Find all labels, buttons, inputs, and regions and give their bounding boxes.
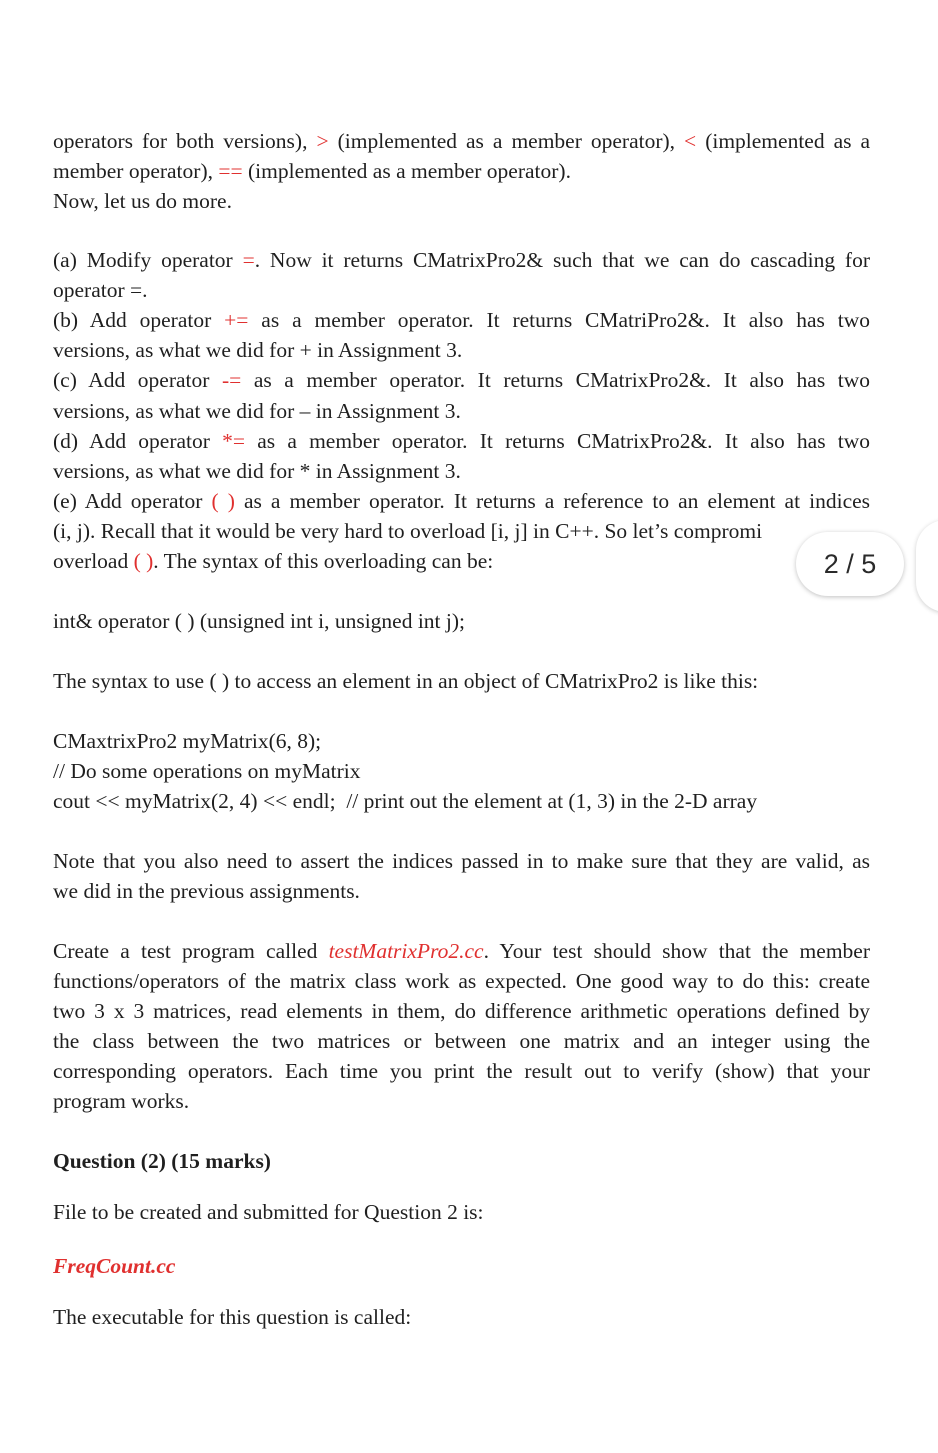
text-line: functions/operators of the matrix class work as expected. One good way to do this: create (53, 969, 870, 993)
text-line: overload ( ). The syntax of this overloading can be: (53, 549, 494, 573)
text-line: versions, as what we did for * in Assignment 3. (53, 459, 461, 483)
operator-call-2: ( ) (133, 549, 154, 573)
item-d-line: (d) Add operator *= as a member operator. It returns CMatrixPro2&. It also has two (53, 429, 871, 453)
code-line: CMaxtrixPro2 myMatrix(6, 8); (53, 729, 322, 753)
text-line: we did in the previous assignments. (53, 879, 360, 903)
text-line: operators for both versions), > (implemented as a member operator), < (implemented as a (53, 129, 871, 153)
operator-call: ( ) (211, 489, 235, 513)
item-c-line: (c) Add operator -= as a member operator. It returns CMatrixPro2&. It also has two (53, 368, 871, 392)
code-line: // Do some operations on myMatrix (53, 759, 361, 783)
test-file-name: testMatrixPro2.cc (328, 939, 484, 963)
text-line: operator =. (53, 278, 148, 302)
text-line: The executable for this question is called: (53, 1305, 412, 1329)
operator-signature: int& operator ( ) (unsigned int i, unsigned int j); (53, 609, 466, 633)
question-2-heading: Question (2) (15 marks) (53, 1149, 271, 1173)
item-e-line: (e) Add operator ( ) as a member operator. It returns a reference to an element at indices (53, 489, 871, 513)
code-line: cout << myMatrix(2, 4) << endl; // print out the element at (1, 3) in the 2-D array (53, 789, 758, 813)
question-2-file-name: FreqCount.cc (53, 1254, 176, 1278)
text-line: corresponding operators. Each time you print the result out to verify (show) that your (53, 1059, 870, 1083)
text-line: File to be created and submitted for Question 2 is: (53, 1200, 484, 1224)
page-indicator: 2 / 5 (796, 532, 904, 596)
text-line: The syntax to use ( ) to access an element in an object of CMatrixPro2 is like this: (53, 669, 759, 693)
text-line: member operator), == (implemented as a member operator). (53, 159, 571, 183)
text-line: versions, as what we did for + in Assignment 3. (53, 338, 463, 362)
operator-eq: == (218, 159, 243, 183)
text-line: versions, as what we did for – in Assignment 3. (53, 399, 461, 423)
text-line: (i, j). Recall that it would be very hard to overload [i, j] in C++. So let’s compromi (53, 519, 763, 543)
operator-plus-assign: += (224, 308, 249, 332)
operator-minus-assign: -= (221, 368, 242, 392)
operator-lt: < (684, 129, 697, 153)
text-line: Note that you also need to assert the indices passed in to make sure that they are valid, as (53, 849, 870, 873)
text-line: Now, let us do more. (53, 189, 232, 213)
text-line: program works. (53, 1089, 190, 1113)
text-line: Create a test program called testMatrixPro2.cc. Your test should show that the member (53, 939, 870, 963)
operator-times-assign: *= (222, 429, 246, 453)
text-line: the class between the two matrices or between one matrix and an integer using the (53, 1029, 870, 1053)
item-a-line: (a) Modify operator =. Now it returns CMatrixPro2& such that we can do cascading for (53, 248, 870, 272)
text-line: two 3 x 3 matrices, read elements in them, do difference arithmetic operations defined by (53, 999, 870, 1023)
item-b-line: (b) Add operator += as a member operator. It returns CMatriPro2&. It also has two (53, 308, 871, 332)
operator-assign: = (242, 248, 255, 272)
operator-gt: > (316, 129, 329, 153)
